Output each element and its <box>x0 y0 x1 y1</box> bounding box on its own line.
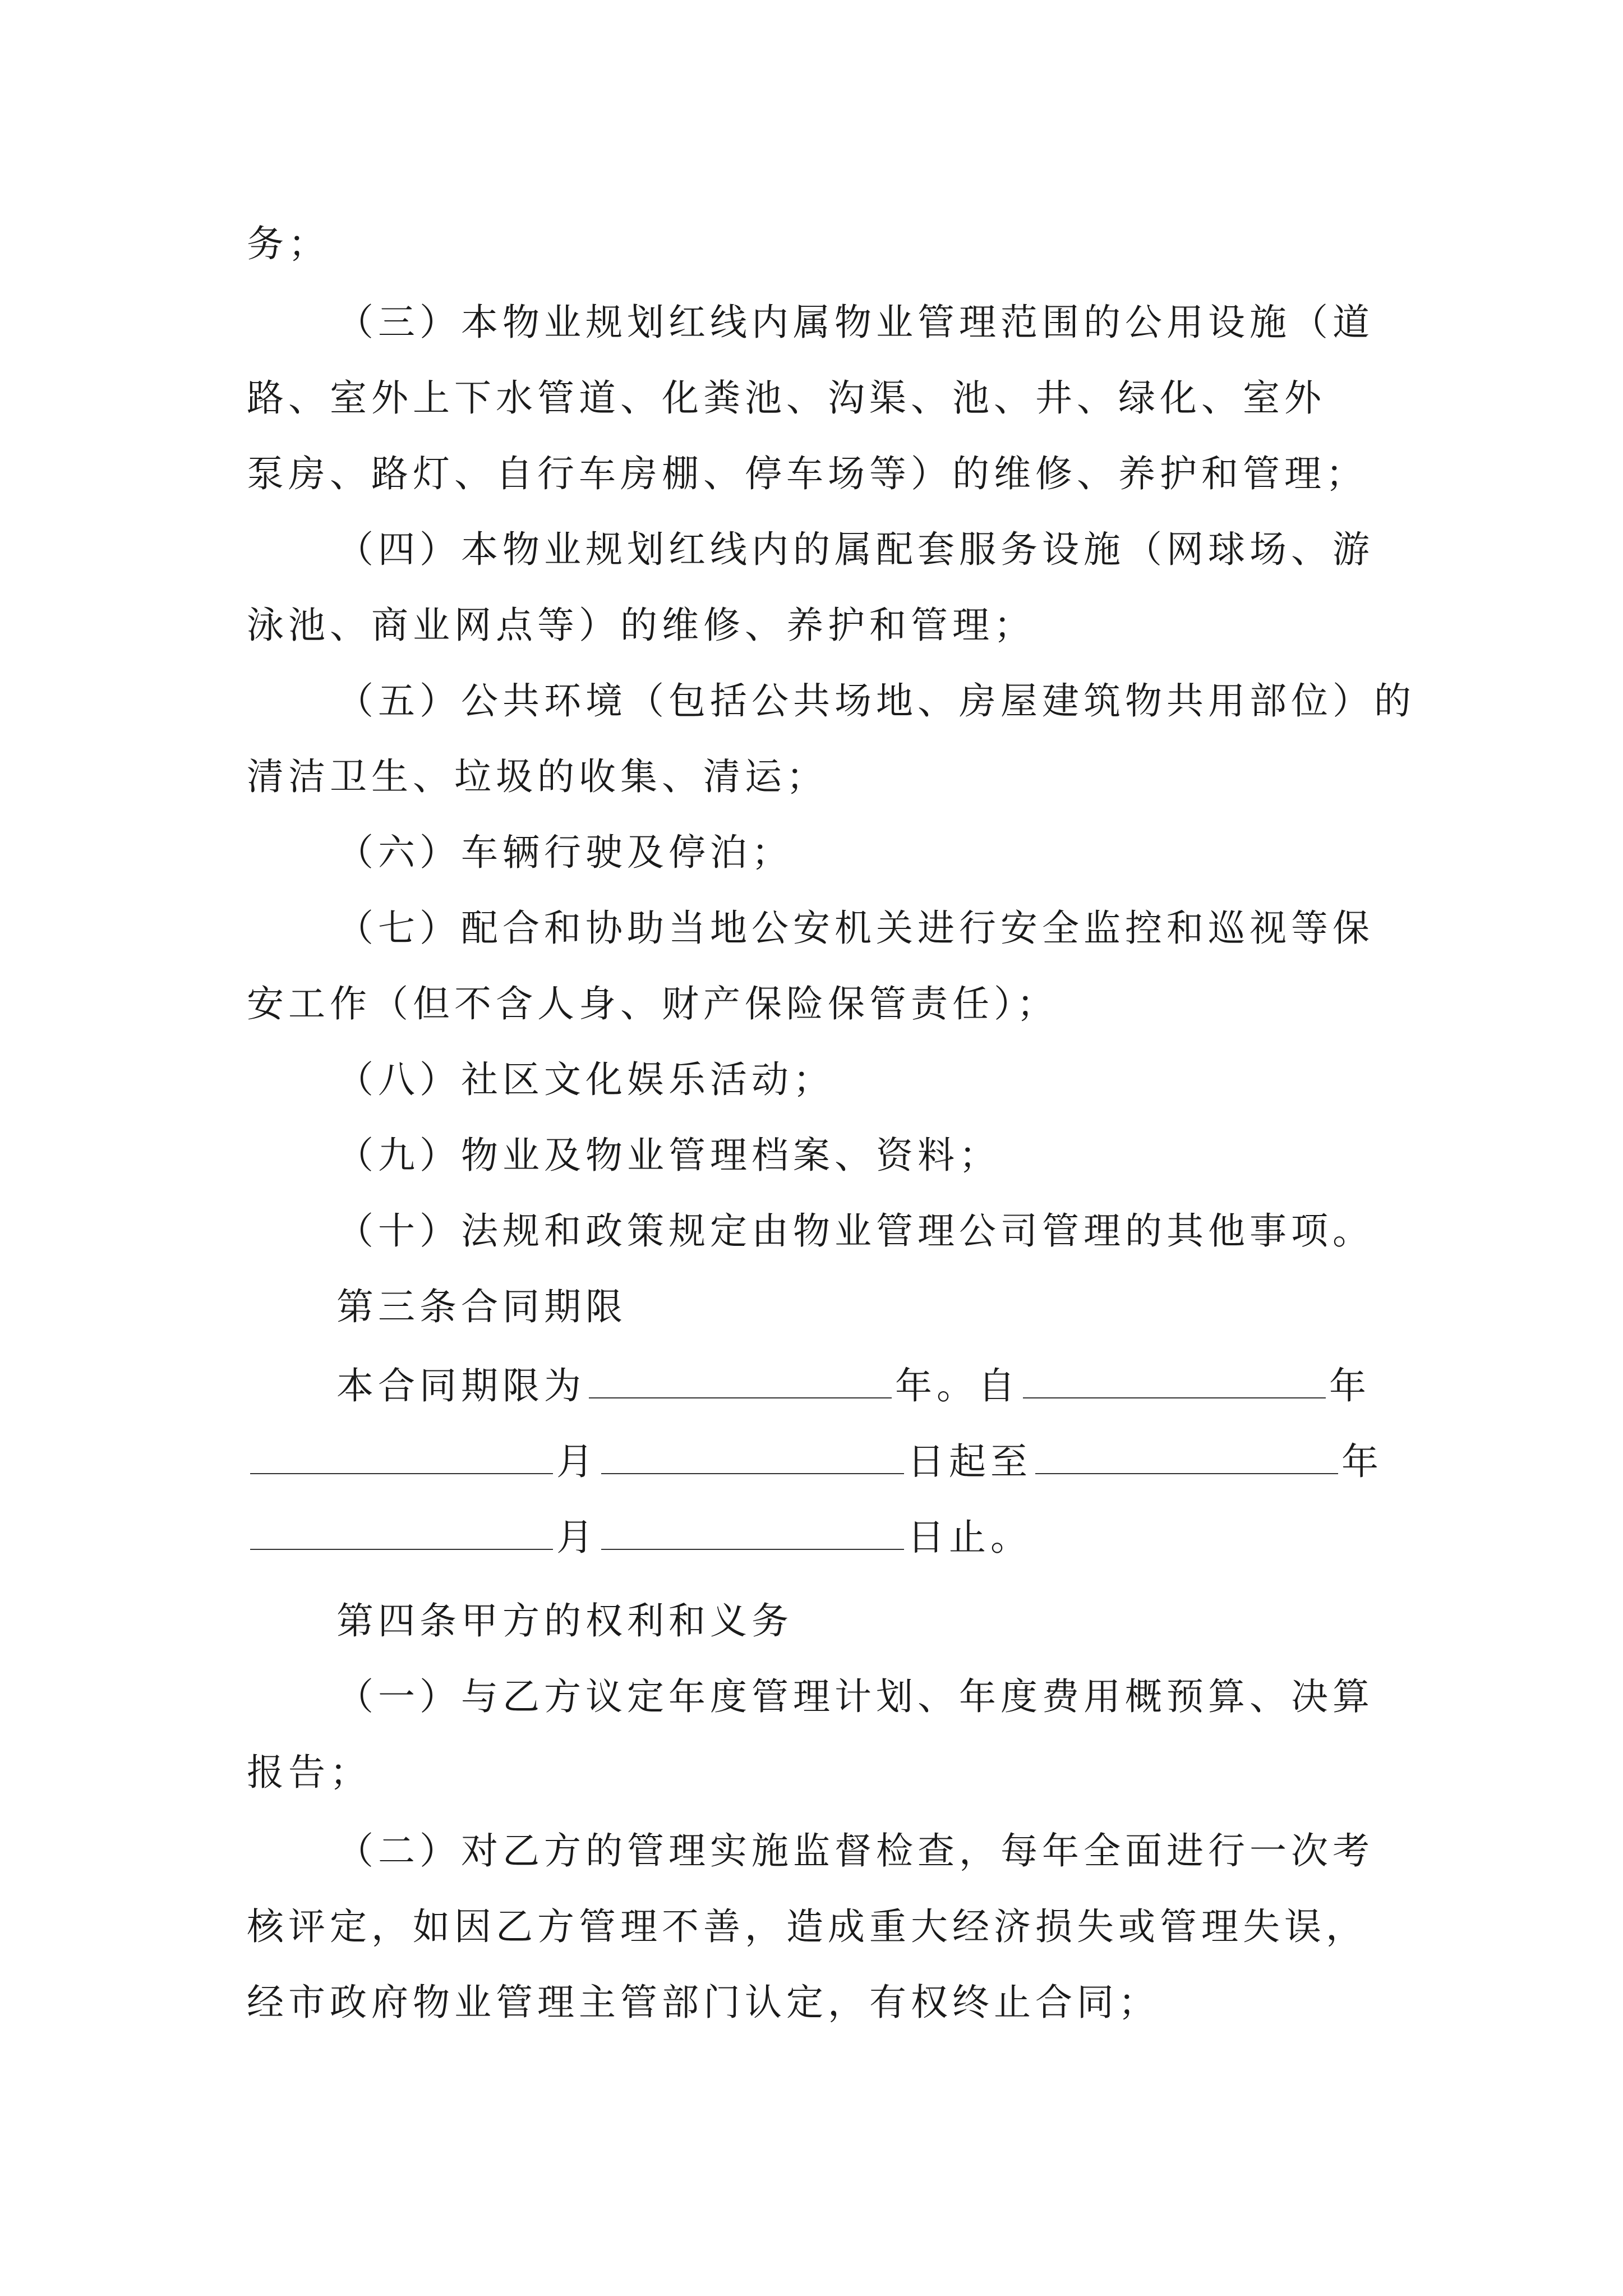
text-line: 泳池、商业网点等）的维修、养护和管理； <box>247 604 1035 647</box>
term-text: 日起至 <box>907 1440 1032 1483</box>
text-line: 报告； <box>247 1751 371 1794</box>
text-line: （五）公共环境（包括公共场地、房屋建筑物共用部位）的 <box>336 679 1415 723</box>
text-line: 清洁卫生、垃圾的收集、清运； <box>247 755 828 798</box>
text-line: 泵房、路灯、自行车房棚、停车场等）的维修、养护和管理； <box>247 452 1367 495</box>
section-heading: 第三条合同期限 <box>336 1285 627 1328</box>
term-text: 年 <box>1341 1440 1383 1483</box>
term-text: 年 <box>1329 1364 1371 1407</box>
text-line: 安工作（但不含人身、财产保险保管责任）； <box>247 982 1058 1025</box>
text-line: （四）本物业规划红线内的属配套服务设施（网球场、游 <box>336 528 1374 571</box>
term-text: 月 <box>556 1440 598 1483</box>
blank-field <box>589 1360 892 1398</box>
blank-field <box>250 1436 553 1474</box>
text-line: （二）对乙方的管理实施监督检查，每年全面进行一次考 <box>336 1829 1374 1872</box>
text-line: （十）法规和政策规定由物业管理公司管理的其他事项。 <box>336 1209 1374 1253</box>
blank-field <box>1035 1436 1338 1474</box>
term-line-2 <box>247 1436 1383 1487</box>
text-line: 经市政府物业管理主管部门认定，有权终止合同； <box>247 1981 1160 2024</box>
blank-field <box>250 1512 553 1550</box>
text-line: （九）物业及物业管理档案、资料； <box>336 1134 1000 1177</box>
section-heading: 第四条甲方的权利和义务 <box>336 1599 793 1642</box>
text-line: （三）本物业规划红线内属物业管理范围的公用设施（道 <box>336 301 1374 344</box>
blank-field <box>601 1512 904 1550</box>
term-line-1 <box>336 1360 1371 1411</box>
text-line: 路、室外上下水管道、化粪池、沟渠、池、井、绿化、室外 <box>247 376 1326 420</box>
term-text: 月 <box>556 1516 598 1559</box>
text-line: 务； <box>247 222 330 265</box>
term-text: 日止。 <box>907 1516 1032 1559</box>
blank-field <box>601 1436 904 1474</box>
term-line-3 <box>247 1512 1032 1562</box>
text-line: 核评定，如因乙方管理不善，造成重大经济损失或管理失误， <box>247 1905 1367 1948</box>
term-text: 本合同期限为 <box>336 1364 585 1407</box>
text-line: （一）与乙方议定年度管理计划、年度费用概预算、决算 <box>336 1675 1374 1718</box>
term-text: 年。自 <box>895 1364 1020 1407</box>
text-line: （八）社区文化娱乐活动； <box>336 1058 834 1101</box>
text-line: （七）配合和协助当地公安机关进行安全监控和巡视等保 <box>336 907 1374 950</box>
blank-field <box>1023 1360 1326 1398</box>
text-line: （六）车辆行驶及停泊； <box>336 831 793 874</box>
